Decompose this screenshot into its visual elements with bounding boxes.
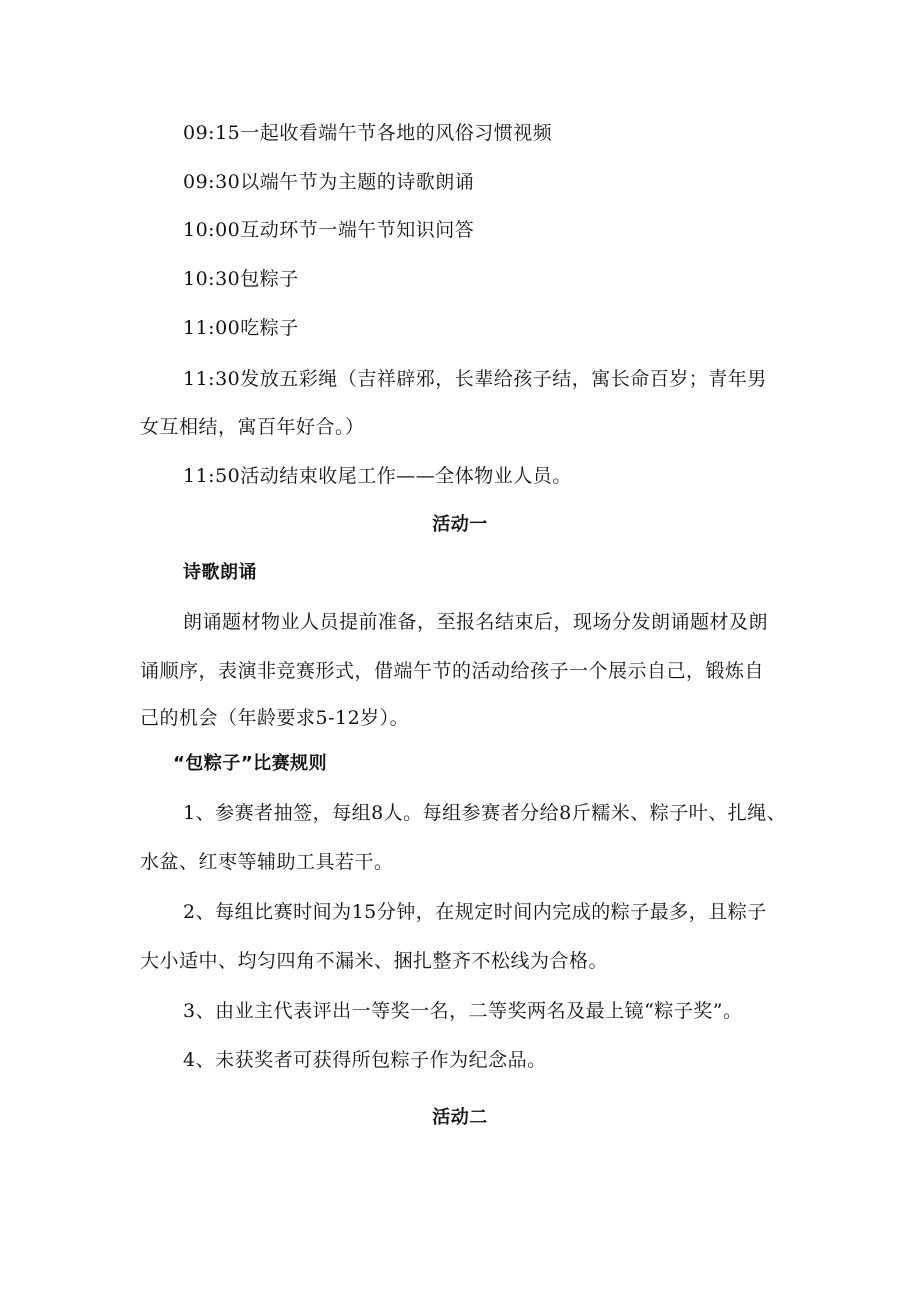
rule-line: 水盆、红枣等辅助工具若干。 — [140, 851, 394, 873]
schedule-line: 10:00互动环节一端午节知识问答 — [183, 219, 475, 241]
activity-one-heading: 活动一 — [432, 514, 488, 535]
schedule-line: 10:30包粽子 — [183, 268, 299, 290]
rule-line: 3、由业主代表评出一等奖一名，二等奖两名及最上镜“粽子奖”。 — [183, 1000, 743, 1022]
paragraph-line: 诵顺序，表演非竞赛形式，借端午节的活动给孩子一个展示自己，锻炼自 — [140, 660, 765, 682]
rule-line: 1、参赛者抽签，每组8人。每组参赛者分给8斤糯米、粽子叶、扎绳、 — [183, 802, 787, 824]
activity-two-heading: 活动二 — [432, 1107, 488, 1128]
paragraph-line: 朗诵题材物业人员提前准备，至报名结束后，现场分发朗诵题材及朗 — [183, 611, 769, 633]
rule-line: 2、每组比赛时间为15分钟，在规定时间内完成的粽子最多，且粽子 — [183, 901, 767, 923]
rule-line: 4、未获奖者可获得所包粽子作为纪念品。 — [183, 1049, 547, 1071]
rules-heading: “包粽子”比赛规则 — [173, 753, 328, 774]
schedule-line: 11:30发放五彩绳（吉祥辟邪，长辈给孩子结，寓长命百岁；青年男 — [183, 368, 767, 390]
schedule-line: 11:50活动结束收尾工作——全体物业人员。 — [183, 465, 572, 487]
schedule-line: 09:15一起收看端午节各地的风俗习惯视频 — [183, 122, 553, 144]
schedule-line: 09:30以端午节为主题的诗歌朗诵 — [183, 171, 475, 193]
rule-line: 大小适中、均匀四角不漏米、捆扎整齐不松线为合格。 — [140, 950, 609, 972]
schedule-line: 11:00吃粽子 — [183, 317, 299, 339]
paragraph-line: 己的机会（年龄要求5-12岁）。 — [140, 707, 410, 729]
schedule-line: 女互相结，寓百年好合。） — [140, 416, 365, 438]
poetry-heading: 诗歌朗诵 — [183, 562, 257, 583]
